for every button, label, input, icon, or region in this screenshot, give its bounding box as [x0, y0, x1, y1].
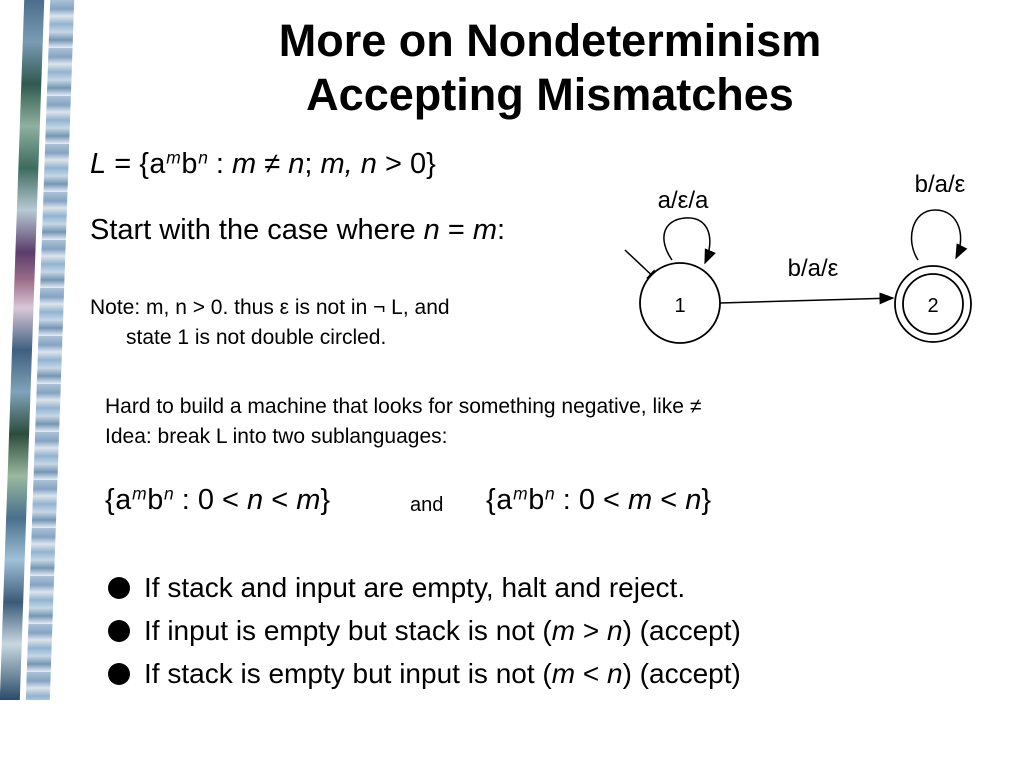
loop-2-label: b/a/ε	[914, 171, 966, 198]
lang-cond-m: m	[232, 148, 257, 180]
sub1-lt: <	[263, 484, 297, 516]
b3-pre: If stack is empty but input is not (	[144, 658, 552, 689]
lang-cond-n: n	[288, 148, 305, 180]
sub2-lt: <	[652, 484, 686, 516]
lang-neq: ≠	[256, 148, 289, 180]
bullet-list	[108, 566, 741, 695]
idea-line-2: Idea: break L into two sublanguages:	[105, 425, 448, 448]
b2-op: >	[575, 615, 607, 646]
b2-post: ) (accept)	[622, 615, 741, 646]
sub2-a: a	[495, 485, 514, 518]
lang-exp-n: n	[198, 147, 208, 168]
and-label: and	[410, 494, 444, 516]
b2-pre: If input is empty but stack is not (	[144, 615, 552, 646]
start-case-colon: :	[497, 214, 506, 246]
bullet-item-3	[108, 652, 741, 695]
b3-n: n	[606, 658, 623, 689]
state-1-label: 1	[674, 295, 686, 317]
idea-block	[105, 392, 701, 452]
sub1-v1: n	[247, 484, 264, 516]
lang-mn: m, n	[320, 148, 377, 180]
lang-colon: :	[207, 148, 233, 180]
sub1-mid: : 0 <	[173, 484, 248, 516]
sub2-close: }	[701, 484, 712, 516]
b2-n: n	[606, 615, 623, 646]
sub1-exp-n: n	[164, 483, 174, 504]
b2-m: m	[551, 615, 576, 646]
bullet-dot-icon	[108, 577, 130, 599]
sub1-open: {	[105, 484, 115, 516]
start-case-m: m	[472, 214, 498, 246]
bullet-dot-icon	[108, 663, 130, 685]
idea-line-1: Hard to build a machine that looks for something negative, like ≠	[105, 395, 702, 418]
note-line-2: state 1 is not double circled.	[126, 326, 387, 349]
bullet-2-text	[144, 609, 741, 652]
sub2-b: b	[527, 485, 545, 518]
sublanguage-2	[486, 484, 711, 518]
sub2-exp-m: m	[513, 483, 528, 504]
title-line-1: More on Nondeterminism	[278, 15, 822, 66]
sublanguage-1	[105, 484, 330, 518]
loop-1	[664, 218, 710, 263]
edge-label: b/a/ε	[787, 255, 839, 282]
language-definition	[90, 148, 436, 182]
lang-a: a	[148, 149, 167, 182]
lang-L: L	[90, 148, 107, 180]
sub1-close: }	[320, 484, 331, 516]
transition-1-2	[720, 298, 893, 303]
state-diagram	[600, 160, 1000, 360]
lang-exp-m: m	[166, 147, 181, 168]
bullet-item-1	[108, 566, 741, 609]
start-case-text	[90, 214, 505, 247]
lang-semi: ;	[304, 148, 321, 180]
bullet-3-text	[144, 652, 741, 695]
sub2-v1: m	[628, 484, 653, 516]
title-line-2: Accepting Mismatches	[306, 69, 794, 120]
sub1-a: a	[114, 485, 133, 518]
sub2-mid: : 0 <	[554, 484, 629, 516]
loop-2	[912, 210, 961, 260]
note	[90, 293, 450, 353]
sub1-exp-m: m	[132, 483, 147, 504]
start-case-n: n	[423, 214, 440, 246]
lang-gt: > 0}	[376, 148, 436, 180]
note-line-1: Note: m, n > 0. thus ε is not in ¬ L, and	[90, 296, 450, 319]
sub2-v2: n	[685, 484, 702, 516]
start-case-eq: =	[439, 214, 473, 246]
bullet-item-2	[108, 609, 741, 652]
b3-op: <	[575, 658, 607, 689]
b3-m: m	[551, 658, 576, 689]
b3-post: ) (accept)	[622, 658, 741, 689]
sub2-open: {	[486, 484, 496, 516]
sub1-v2: m	[296, 484, 321, 516]
state-2-label: 2	[927, 295, 939, 317]
slide-title	[210, 14, 890, 122]
start-case-label: Start with the case where	[90, 214, 424, 246]
lang-eq: = {	[106, 148, 149, 180]
sub2-exp-n: n	[545, 483, 555, 504]
loop-1-label: a/ε/a	[657, 187, 709, 214]
sub1-b: b	[146, 485, 164, 518]
bullet-dot-icon	[108, 620, 130, 642]
lang-b: b	[180, 149, 199, 182]
bullet-1-text: If stack and input are empty, halt and reject.	[144, 572, 686, 603]
